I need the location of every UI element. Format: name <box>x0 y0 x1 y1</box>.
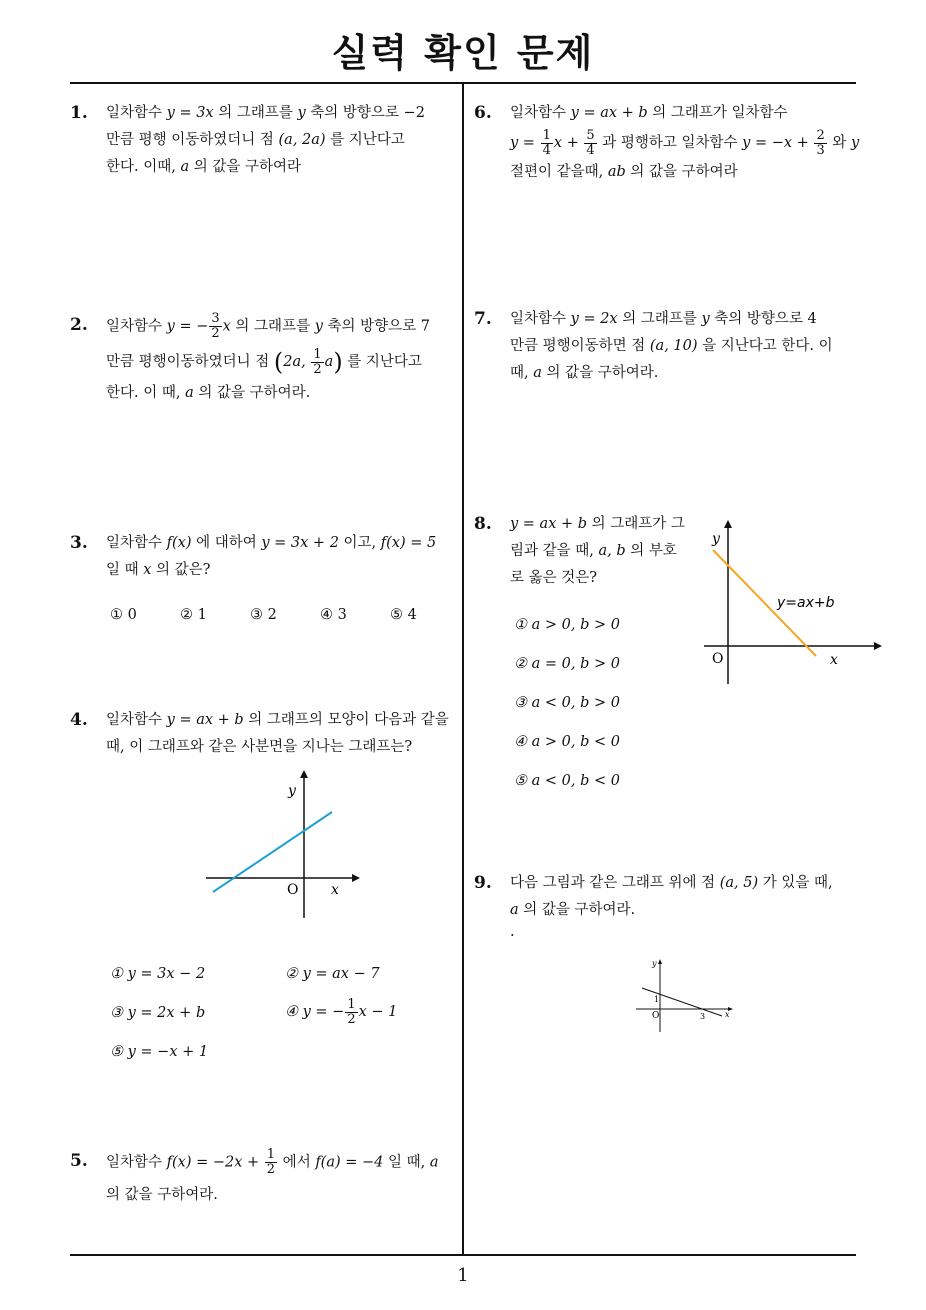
q4-choice-2[interactable]: ② y = ax − 7 <box>285 966 380 982</box>
origin-label: O <box>652 1011 660 1021</box>
q3-choice-2[interactable]: ② 1 <box>180 607 207 623</box>
q4-graph <box>200 770 360 920</box>
q3-choice-3[interactable]: ③ 2 <box>250 607 277 623</box>
question-text: 일차함수 y = 3x 의 그래프를 y 축의 방향으로 −2 만큼 평행 이동하였더니 점 (a, 2a) 를 지난다고 한다. 이때, a 의 값을 구하여라 <box>106 105 425 175</box>
q8-choice-3[interactable]: ③ a < 0, b > 0 <box>514 695 620 711</box>
q3-choice-1[interactable]: ① 0 <box>110 607 137 623</box>
q3-choice-4[interactable]: ④ 3 <box>320 607 347 623</box>
column-divider <box>462 84 464 1256</box>
origin-label: O <box>712 651 724 667</box>
line-label: y=ax+b <box>777 595 835 611</box>
y-axis-label: y <box>652 959 657 968</box>
q3-choice-5[interactable]: ⑤ 4 <box>390 607 417 623</box>
q8-choice-4[interactable]: ④ a > 0, b < 0 <box>514 734 620 750</box>
y-axis-label: y <box>288 783 296 799</box>
x-axis-label: x <box>830 652 838 668</box>
q8-choice-2[interactable]: ② a = 0, b > 0 <box>514 656 620 672</box>
question-number: 9. <box>474 873 492 893</box>
question-text: 일차함수 y = ax + b 의 그래프의 모양이 다음과 같을 때, 이 그래프와 같은 사분면을 지나는 그래프는? <box>106 712 449 755</box>
q4-choice-5[interactable]: ⑤ y = −x + 1 <box>110 1044 209 1060</box>
x-axis-label: x <box>331 882 339 898</box>
q8-graph <box>700 518 886 688</box>
y-axis-label: y <box>712 531 720 547</box>
q9-graph <box>630 954 740 1036</box>
q4-choice-3[interactable]: ③ y = 2x + b <box>110 1005 206 1021</box>
question-text: 일차함수 y = ax + b 의 그래프가 일차함수 y = $\frac{1}{4}$ x + $\frac{5}{4}$ 과 평행하고 일차함수 y = −x + $\frac{2}{3}$ 와 y 절편이 같을때, ab 의 값을 구하여라 <box>510 105 860 180</box>
question-text: 일차함수 y = − $\frac{3}{2}$ x 의 그래프를 y 축의 방향으로 7 만큼 평행이동하였더니 점 (2a, $\frac{1}{2}$ a) 를 지난다고 한다. 이 때, a 의 값을 구하여라. <box>106 311 431 401</box>
question-text: 일차함수 f(x) 에 대하여 y = 3x + 2 이고, f(x) = 5 일 때 x 의 값은? <box>106 535 437 578</box>
question-text: 일차함수 y = 2x 의 그래프를 y 축의 방향으로 4 만큼 평행이동하면 점 (a, 10) 을 지난다고 한다. 이 때, a 의 값을 구하여라. <box>510 311 833 381</box>
q4-line <box>213 812 332 892</box>
question-number: 6. <box>474 103 492 123</box>
question-text: 다음 그림과 같은 그래프 위에 점 (a, 5) 가 있을 때, a 의 값을 구하여라. . <box>510 875 833 940</box>
question-number: 1. <box>70 103 88 123</box>
bottom-rule <box>70 1254 856 1256</box>
origin-label: O <box>287 882 299 898</box>
question-number: 8. <box>474 514 492 534</box>
question-number: 5. <box>70 1151 88 1171</box>
q4-choice-1[interactable]: ① y = 3x − 2 <box>110 966 206 982</box>
question-text: y = ax + b 의 그래프가 그 림과 같을 때, a, b 의 부호 로 옳은 것은? <box>510 516 685 586</box>
question-number: 2. <box>70 315 88 335</box>
x-axis-label: x <box>725 1010 730 1019</box>
page-number: 1 <box>457 1265 469 1286</box>
question-number: 7. <box>474 309 492 329</box>
q4-choice-4[interactable]: ④ y = − $\frac{1}{2}$ x − 1 <box>285 996 398 1027</box>
question-text: 일차함수 f(x) = −2x + $\frac{1}{2}$ 에서 f(a) = −4 일 때, a 의 값을 구하여라. <box>106 1147 439 1203</box>
question-number: 3. <box>70 533 88 553</box>
question-number: 4. <box>70 710 88 730</box>
q8-choice-5[interactable]: ⑤ a < 0, b < 0 <box>514 773 620 789</box>
y-intercept-label: 1 <box>654 995 660 1004</box>
x-intercept-label: 3 <box>700 1012 706 1021</box>
q8-choice-1[interactable]: ① a > 0, b > 0 <box>514 617 620 633</box>
page-title: 실력 확인 문제 <box>331 31 595 75</box>
